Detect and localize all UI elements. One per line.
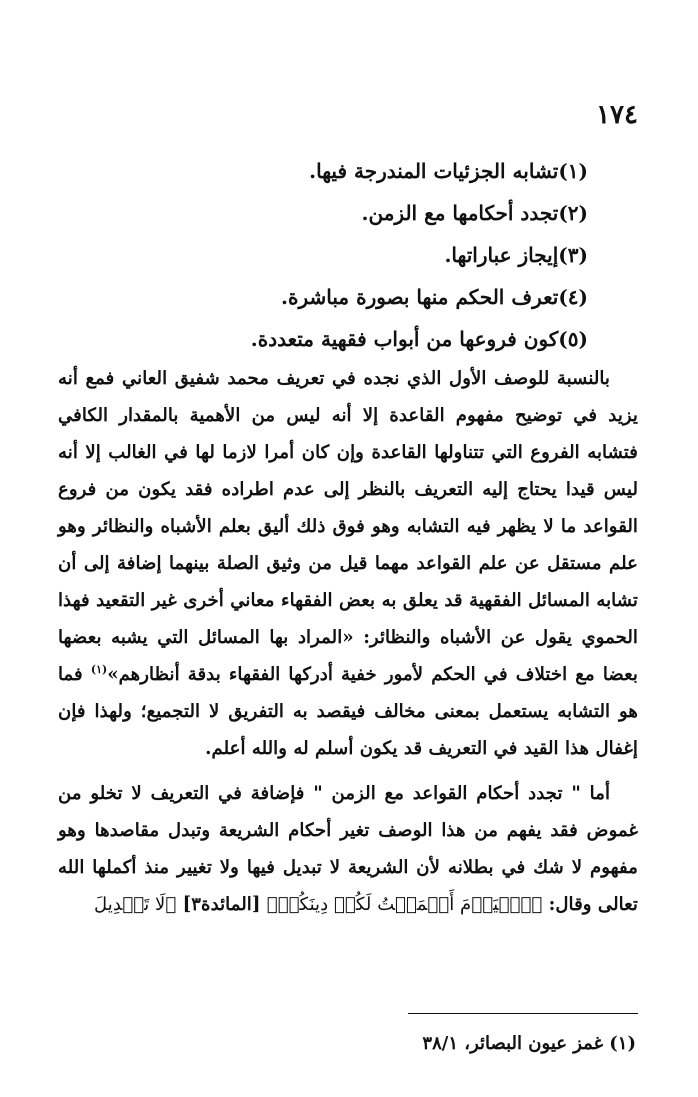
quran-verse: ﴿ٱلۡيَوۡمَ أَكۡمَلۡتُ لَكُمۡ دِينَكُمۡ﴾ (266, 894, 543, 915)
list-item: (١)تشابه الجزئيات المندرجة فيها. (309, 159, 588, 183)
list-item: (٣)إيجاز عباراتها. (444, 243, 588, 267)
verse-reference: [المائدة٣] (176, 894, 267, 915)
quran-verse: ﴿لَا تَبۡدِيلَ (93, 894, 177, 915)
paragraph-text: فما هو التشابه يستعمل بمعنى مخالف فيقصد به التفريق لا التجميع؛ ولهذا فإن إغفال هذا القيد في التعريف قد يكون أسلم له والله أعلم. (58, 664, 638, 759)
paragraph-first-description (58, 360, 638, 767)
paragraph-text: بالنسبة للوصف الأول الذي نجده في تعريف محمد شفيق العاني فمع أنه يزيد في توضيح مفهوم القاعدة إلا أنه ليس من الأهمية بالمقدار الكافي فتشابه الفروع التي تتناولها القاعدة وإن كان أمرا لازما لها في الغالب إلا أنه ليس قيدا يحتاج إليه التعريف بالنظر إلى عدم اطراده فقد يكون من فروع القواعد ما لا يظهر فيه التشابه وهو فوق ذلك أليق بعلم الأشباه والنظائر وهو علم مستقل عن علم القواعد مهما قيل من وثيق الصلة بينهما إضافة إلى أن تشابه المسائل الفقهية قد يعلق به بعض الفقهاء معاني أخرى غير التقعيد فهذا الحموي يقول عن الأشباه والنظائر: «المراد بها المسائل التي يشبه بعضها بعضا مع اختلاف في الحكم لأمور خفية أدركها الفقهاء بدقة أنظارهم» (58, 368, 638, 685)
paragraph-text: أما " تجدد أحكام القواعد مع الزمن " فإضافة في التعريف لا تخلو من غموض فقد يفهم من هذا الوصف تغير أحكام الشريعة وتبدل مقاصدها وهو مفهوم لا شك في بطلانه لأن الشريعة لا تبديل فيها ولا تغيير منذ أكملها الله تعالى وقال: (58, 783, 638, 915)
page-number: ١٧٤ (596, 100, 638, 130)
criteria-list (68, 150, 588, 360)
list-item: (٢)تجدد أحكامها مع الزمن. (361, 201, 588, 225)
list-item: (٥)كون فروعها من أبواب فقهية متعددة. (250, 327, 588, 351)
list-item: (٤)تعرف الحكم منها بصورة مباشرة. (281, 285, 588, 309)
footnote: (١) غمز عيون البصائر، ٣٨/١ (422, 1033, 636, 1054)
footnote-reference[interactable]: (١) (90, 662, 108, 676)
footnote-divider (408, 1013, 638, 1014)
body-text (58, 360, 638, 923)
paragraph-renewal-of-rulings (58, 775, 638, 923)
